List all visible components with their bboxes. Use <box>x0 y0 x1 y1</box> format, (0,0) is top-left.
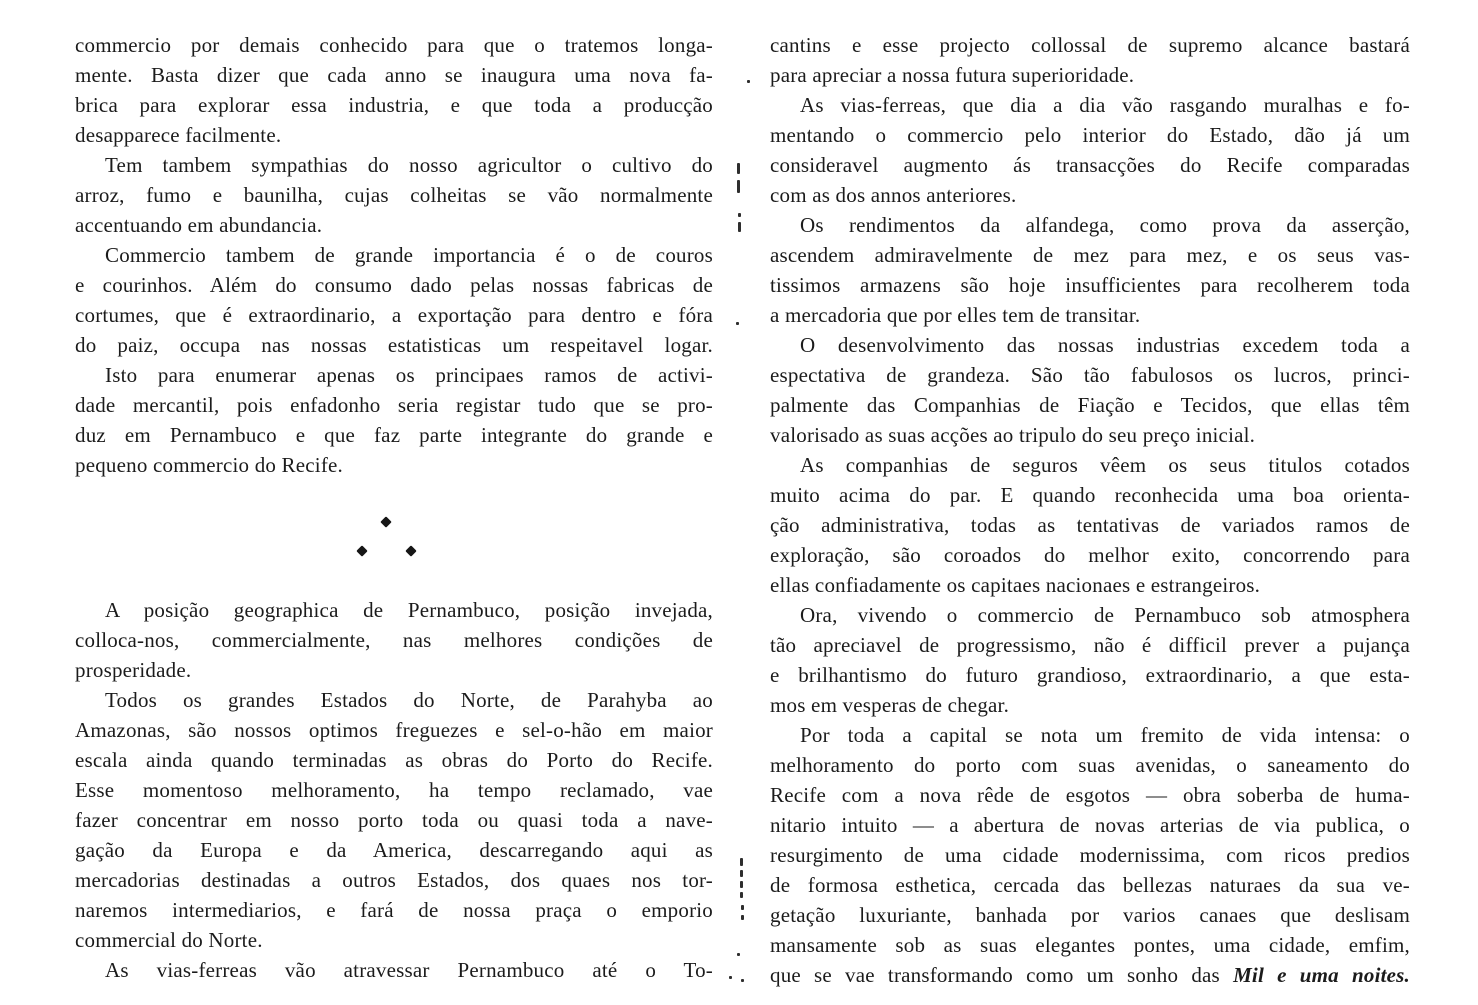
book-title-emphasis: Mil e uma noites. <box>1233 963 1410 987</box>
scan-artifact <box>737 163 740 174</box>
section-separator-asterism <box>75 480 713 595</box>
text-line: naremos intermediarios, e fará de nossa praça o emporio <box>75 898 713 922</box>
text-line: getação luxuriante, banhada por varios canaes que deslisam <box>770 903 1410 927</box>
scan-artifact <box>741 979 744 982</box>
scan-artifact <box>737 180 740 193</box>
text-column-left <box>75 30 713 985</box>
text-line: mansamente sob as suas elegantes pontes, uma cidade, emfim, <box>770 933 1410 957</box>
text-line: brica para explorar essa industria, e que toda a producção <box>75 93 713 117</box>
text-line: do paiz, occupa nas nossas estatisticas um respeitavel logar. <box>75 333 713 357</box>
text-line: Esse momentoso melhoramento, ha tempo reclamado, vae <box>75 778 713 802</box>
text-line: cortumes, que é extraordinario, a exportação para dentro e fóra <box>75 303 713 327</box>
text-line: a mercadoria que por elles tem de transitar. <box>770 303 1141 327</box>
text-line: mentando o commercio pelo interior do Estado, dão já um <box>770 123 1410 147</box>
text-column-right <box>770 30 1410 990</box>
text-line: ascendem admiravelmente de mez para mez, e os seus vas- <box>770 243 1410 267</box>
scan-artifact <box>741 915 744 920</box>
text-line: A posição geographica de Pernambuco, posição invejada, <box>105 598 713 622</box>
text-line: mercadorias destinadas a outros Estados, dos quaes nos tor- <box>75 868 713 892</box>
asterism-dot <box>405 545 416 556</box>
text-line: cantins e esse projecto collossal de supremo alcance bastará <box>770 33 1410 57</box>
text-line: duz em Pernambuco e que faz parte integrante do grande e <box>75 423 713 447</box>
text-line: Todos os grandes Estados do Norte, de Parahyba ao <box>105 688 713 712</box>
text-line: ção administrativa, todas as tentativas de variados ramos de <box>770 513 1410 537</box>
text-line: tissimos armazens são hoje insufficientes para recolherem toda <box>770 273 1410 297</box>
text-line: O desenvolvimento das nossas industrias excedem toda a <box>800 333 1410 357</box>
text-line: tão apreciavel de progressismo, não é difficil prever a pujança <box>770 633 1410 657</box>
scan-artifact <box>741 905 744 910</box>
scan-artifact <box>740 892 743 898</box>
text-line: colloca-nos, commercialmente, nas melhores condições de <box>75 628 713 652</box>
text-line: pequeno commercio do Recife. <box>75 453 343 477</box>
scan-artifact <box>738 222 741 232</box>
text-line: Ora, vivendo o commercio de Pernambuco sob atmosphera <box>800 603 1410 627</box>
text-line: e brilhantismo do futuro grandioso, extraordinario, a que esta- <box>770 663 1410 687</box>
text-line: accentuando em abundancia. <box>75 213 323 237</box>
text-line: ellas confiadamente os capitaes nacionaes e estrangeiros. <box>770 573 1261 597</box>
scan-artifact <box>738 213 741 217</box>
text-line: de formosa esthetica, cercada das bellezas naturaes da sua ve- <box>770 873 1410 897</box>
text-line: palmente das Companhias de Fiação e Tecidos, que ellas têm <box>770 393 1410 417</box>
text-line <box>770 960 1410 990</box>
text-line: commercio por demais conhecido para que o tratemos longa- <box>75 33 713 57</box>
text-line: consideravel augmento ás transacções do Recife comparadas <box>770 153 1410 177</box>
text-line: gação da Europa e da America, descarregando aqui as <box>75 838 713 862</box>
text-line: resurgimento de uma cidade modernissima, com ricos predios <box>770 843 1410 867</box>
text-line: Isto para enumerar apenas os principaes ramos de activi- <box>105 363 713 387</box>
scan-artifact <box>736 322 739 325</box>
text-segment: que se vae transformando como um sonho das <box>770 963 1234 987</box>
text-line: e courinhos. Além do consumo dado pelas nossas fabricas de <box>75 273 713 297</box>
text-line: valorisado as suas acções ao tripulo do seu preço inicial. <box>770 423 1256 447</box>
asterism-dot <box>356 545 367 556</box>
text-line: melhoramento do porto com suas avenidas, o saneamento do <box>770 753 1410 777</box>
asterism-dot <box>380 516 391 527</box>
text-line: com as dos annos anteriores. <box>770 183 1017 207</box>
text-line: As vias-ferreas vão atravessar Pernambuco até o To- <box>105 958 713 982</box>
text-line: dade mercantil, pois enfadonho seria registar tudo que se pro- <box>75 393 713 417</box>
text-line: Amazonas, são nossos optimos freguezes e sel-o-hão em maior <box>75 718 713 742</box>
text-line: Os rendimentos da alfandega, como prova da asserção, <box>800 213 1410 237</box>
text-line: As companhias de seguros vêem os seus titulos cotados <box>800 453 1410 477</box>
text-line: commercial do Norte. <box>75 928 263 952</box>
text-line: arroz, fumo e baunilha, cujas colheitas se vão normalmente <box>75 183 713 207</box>
text-line: exploração, são coroados do melhor exito, concorrendo para <box>770 543 1410 567</box>
text-line: mos em vesperas de chegar. <box>770 693 1010 717</box>
scan-artifact <box>740 858 743 866</box>
text-line: nitario intuito — a abertura de novas arterias de via publica, o <box>770 813 1410 837</box>
text-line: prosperidade. <box>75 658 192 682</box>
text-line: As vias-ferreas, que dia a dia vão rasgando muralhas e fo- <box>800 93 1410 117</box>
scan-artifact <box>740 881 743 888</box>
scan-artifact <box>737 953 740 956</box>
scan-artifact <box>747 80 750 83</box>
text-line: Recife com a nova rêde de esgotos — obra soberba de huma- <box>770 783 1410 807</box>
text-line: fazer concentrar em nosso porto toda ou quasi toda a nave- <box>75 808 713 832</box>
text-line: escala ainda quando terminadas as obras do Porto do Recife. <box>75 748 713 772</box>
text-line: desapparece facilmente. <box>75 123 282 147</box>
text-line: Commercio tambem de grande importancia é o de couros <box>105 243 713 267</box>
text-line: Por toda a capital se nota um fremito de vida intensa: o <box>800 723 1410 747</box>
text-line: para apreciar a nossa futura superioridade. <box>770 63 1135 87</box>
text-line: muito acima do par. E quando reconhecida uma boa orienta- <box>770 483 1410 507</box>
scan-artifact <box>740 870 743 877</box>
text-line: Tem tambem sympathias do nosso agricultor o cultivo do <box>105 153 713 177</box>
scan-artifact <box>729 976 732 979</box>
text-line: espectativa de grandeza. São tão fabulosos os lucros, princi- <box>770 363 1410 387</box>
text-line: mente. Basta dizer que cada anno se inaugura uma nova fa- <box>75 63 713 87</box>
